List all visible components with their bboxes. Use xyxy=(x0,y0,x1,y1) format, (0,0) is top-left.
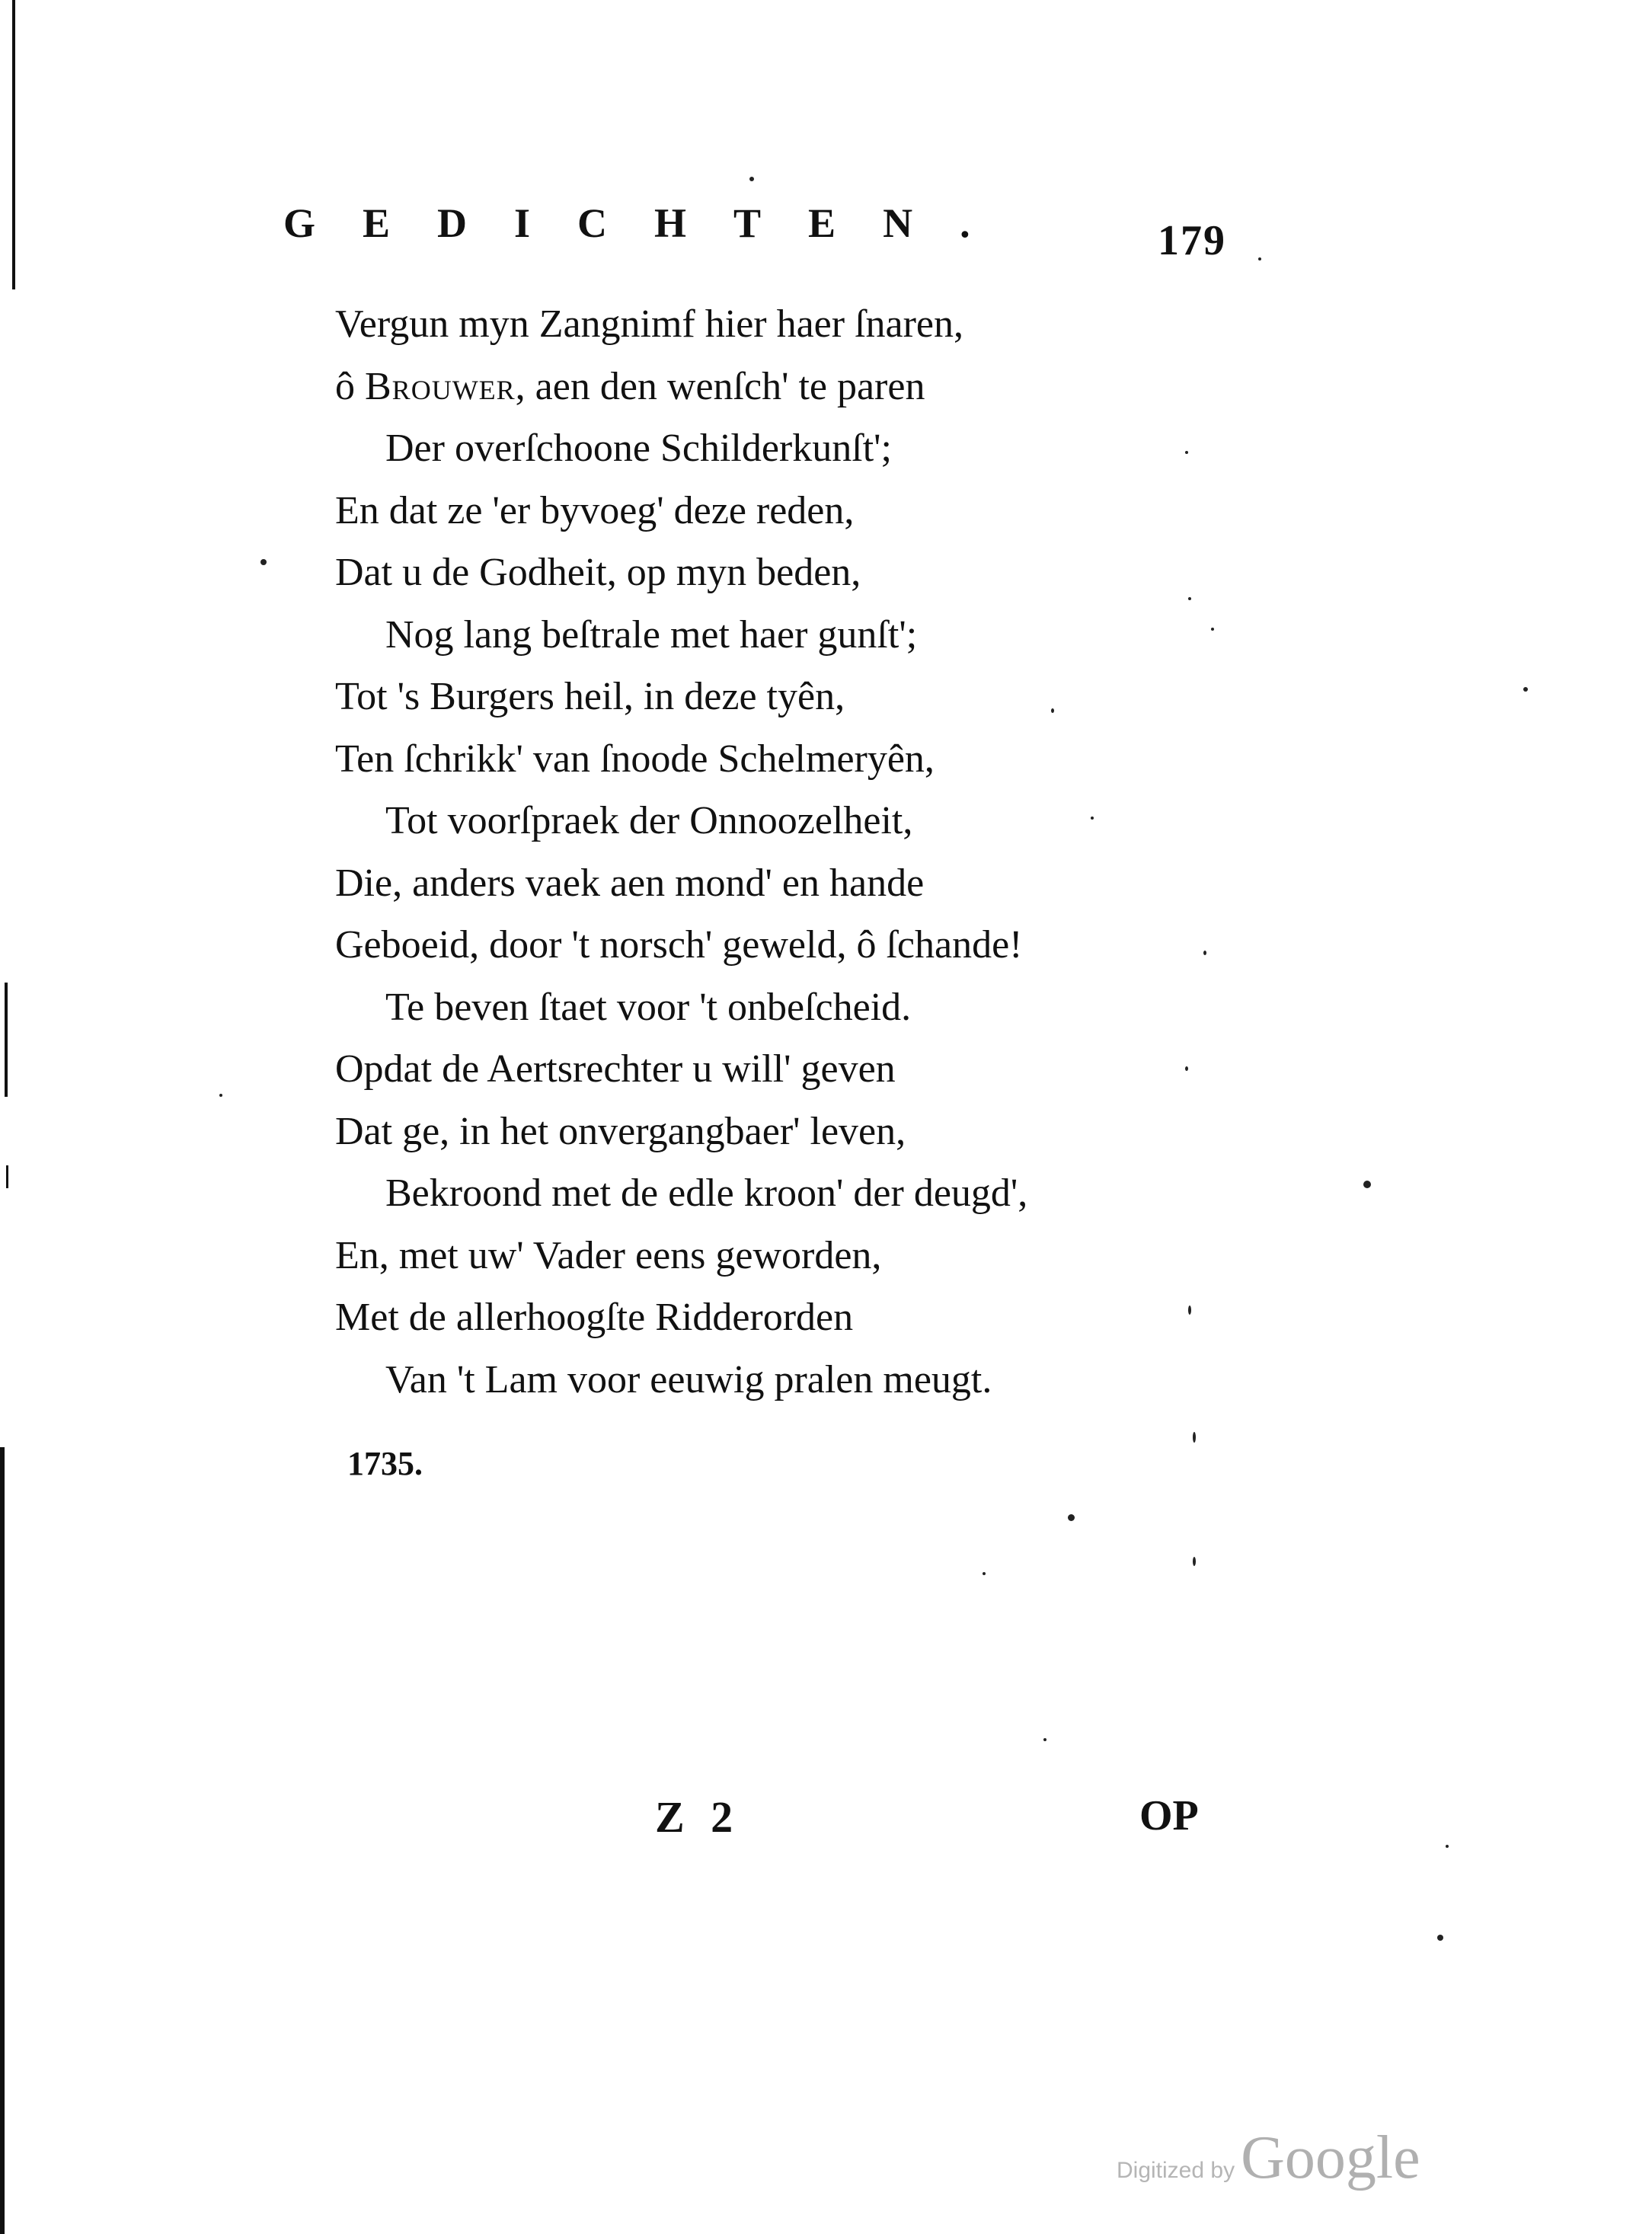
poem-line: Met de allerhoogſte Ridderorden xyxy=(335,1296,854,1339)
poem-line-suffix: , aen den wenſch' te paren xyxy=(515,364,925,408)
poem-line: En, met uw' Vader eens geworden, xyxy=(335,1233,882,1277)
digitized-watermark xyxy=(1117,2124,1420,2193)
scan-edge-mark xyxy=(12,0,15,289)
scan-speck xyxy=(1437,1935,1443,1941)
poem-line: Dat u de Godheit, op myn beden, xyxy=(335,551,861,594)
poem-line: Geboeid, door 't norsch' geweld, ô ſchande! xyxy=(335,923,1023,967)
poem-line: Dat ge, in het onvergangbaer' leven, xyxy=(335,1109,906,1153)
scan-edge-mark xyxy=(6,1165,8,1188)
page-number: 179 xyxy=(1158,217,1226,264)
poem-line xyxy=(335,356,1219,418)
scan-speck xyxy=(1446,1845,1449,1848)
scan-speck xyxy=(983,1572,986,1575)
poem-line: Te beven ſtaet voor 't onbeſcheid. xyxy=(385,985,912,1029)
scan-speck xyxy=(260,559,267,565)
catchword: OP xyxy=(1139,1792,1199,1839)
poem-line: En dat ze 'er byvoeg' deze reden, xyxy=(335,488,855,532)
poem-date: 1735. xyxy=(347,1445,423,1482)
poem-line: Tot 's Burgers heil, in deze tyên, xyxy=(335,675,845,718)
scan-speck xyxy=(749,177,754,181)
poem-line: Ten ſchrikk' van ſnoode Schelmeryên, xyxy=(335,737,935,781)
poem-line: Der overſchoone Schilderkunſt'; xyxy=(385,427,892,470)
google-logo: Google xyxy=(1241,2124,1420,2191)
scan-speck xyxy=(1043,1738,1046,1741)
poem-text xyxy=(335,293,1219,1411)
running-title: GEDICHTEN. xyxy=(283,200,1018,246)
scan-speck xyxy=(1523,687,1528,692)
scan-speck xyxy=(1068,1514,1075,1521)
scan-speck xyxy=(1363,1181,1371,1188)
scan-speck xyxy=(219,1094,222,1097)
poem-line: Nog lang beſtrale met haer gunſt'; xyxy=(385,612,918,657)
poem-line: Bekroond met de edle kroon' der deugd', xyxy=(385,1171,1028,1215)
scan-speck xyxy=(1193,1557,1196,1566)
poem-line-name: Brouwer xyxy=(365,364,516,408)
watermark-prefix: Digitized by xyxy=(1117,2158,1235,2183)
poem-line: Tot voorſpraek der Onnoozelheit, xyxy=(385,799,913,842)
poem-line: Van 't Lam voor eeuwig pralen meugt. xyxy=(385,1357,992,1401)
poem-line: Opdat de Aertsrechter u will' geven xyxy=(335,1047,896,1091)
poem-line: Vergun myn Zangnimf hier haer ſnaren, xyxy=(335,302,963,346)
signature-mark: Z 2 xyxy=(655,1792,741,1842)
scan-edge-mark xyxy=(0,1447,5,2234)
scan-edge-mark xyxy=(5,983,8,1097)
poem-line-prefix: ô xyxy=(335,364,365,408)
scan-speck xyxy=(1193,1432,1196,1443)
poem-line: Die, anders vaek aen mond' en hande xyxy=(335,861,925,905)
